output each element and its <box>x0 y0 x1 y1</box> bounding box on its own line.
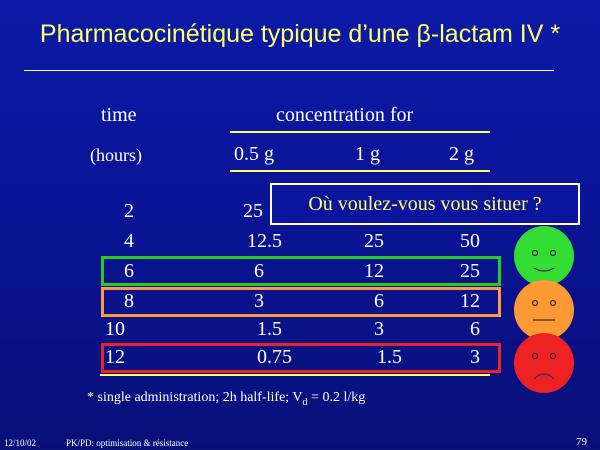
cell-conc-0-5g: 1.5 <box>257 318 282 340</box>
cell-conc-0-5g: 0.75 <box>257 346 292 368</box>
cell-conc-0-5g: 6 <box>254 260 264 282</box>
header-time: time <box>101 104 137 126</box>
sad-face-icon <box>514 333 574 393</box>
cell-time: 12 <box>105 346 125 368</box>
cell-conc-1g: 1.5 <box>377 346 402 368</box>
footer-subject: PK/PD: optimisation & résistance <box>66 438 189 448</box>
footer-date: 12/10/02 <box>4 438 37 448</box>
happy-face-icon <box>514 226 574 286</box>
cell-time: 6 <box>124 260 134 282</box>
cell-time: 2 <box>124 200 134 222</box>
cell-conc-2g: 6 <box>470 318 480 340</box>
callout-box: Où voulez-vous vous situer ? <box>270 183 580 225</box>
header-hours: (hours) <box>90 145 142 165</box>
header-dose-2g: 2 g <box>449 143 474 165</box>
cell-conc-1g: 6 <box>374 290 384 312</box>
header-rule-bottom <box>230 170 490 172</box>
cell-conc-0-5g: 12.5 <box>247 230 282 252</box>
page-number: 79 <box>576 436 587 448</box>
footnote-subscript: d <box>302 396 308 408</box>
header-concentration: concentration for <box>276 104 414 126</box>
header-dose-0-5g: 0.5 g <box>234 143 274 165</box>
slide-title: Pharmacocinétique typique d’une β-lactam IV * <box>39 20 561 48</box>
table-rule-bottom <box>100 374 490 376</box>
cell-conc-1g: 25 <box>364 230 384 252</box>
cell-conc-2g: 3 <box>470 346 480 368</box>
cell-conc-1g: 12 <box>364 260 384 282</box>
cell-time: 4 <box>124 230 134 252</box>
cell-conc-2g: 25 <box>460 260 480 282</box>
cell-conc-2g: 50 <box>460 230 480 252</box>
footnote <box>87 390 365 408</box>
footnote-suffix: = 0.2 l/kg <box>307 390 366 405</box>
footnote-prefix: * single administration; 2h half-life; V <box>87 390 303 405</box>
cell-conc-1g: 3 <box>374 318 384 340</box>
cell-time: 10 <box>105 318 125 340</box>
cell-time: 8 <box>124 290 134 312</box>
header-dose-1g: 1 g <box>355 143 380 165</box>
header-rule-top <box>230 131 490 133</box>
title-divider <box>24 70 554 71</box>
cell-conc-2g: 12 <box>460 290 480 312</box>
cell-conc-0-5g: 25 <box>243 200 263 222</box>
neutral-face-icon <box>514 280 574 340</box>
cell-conc-0-5g: 3 <box>254 290 264 312</box>
